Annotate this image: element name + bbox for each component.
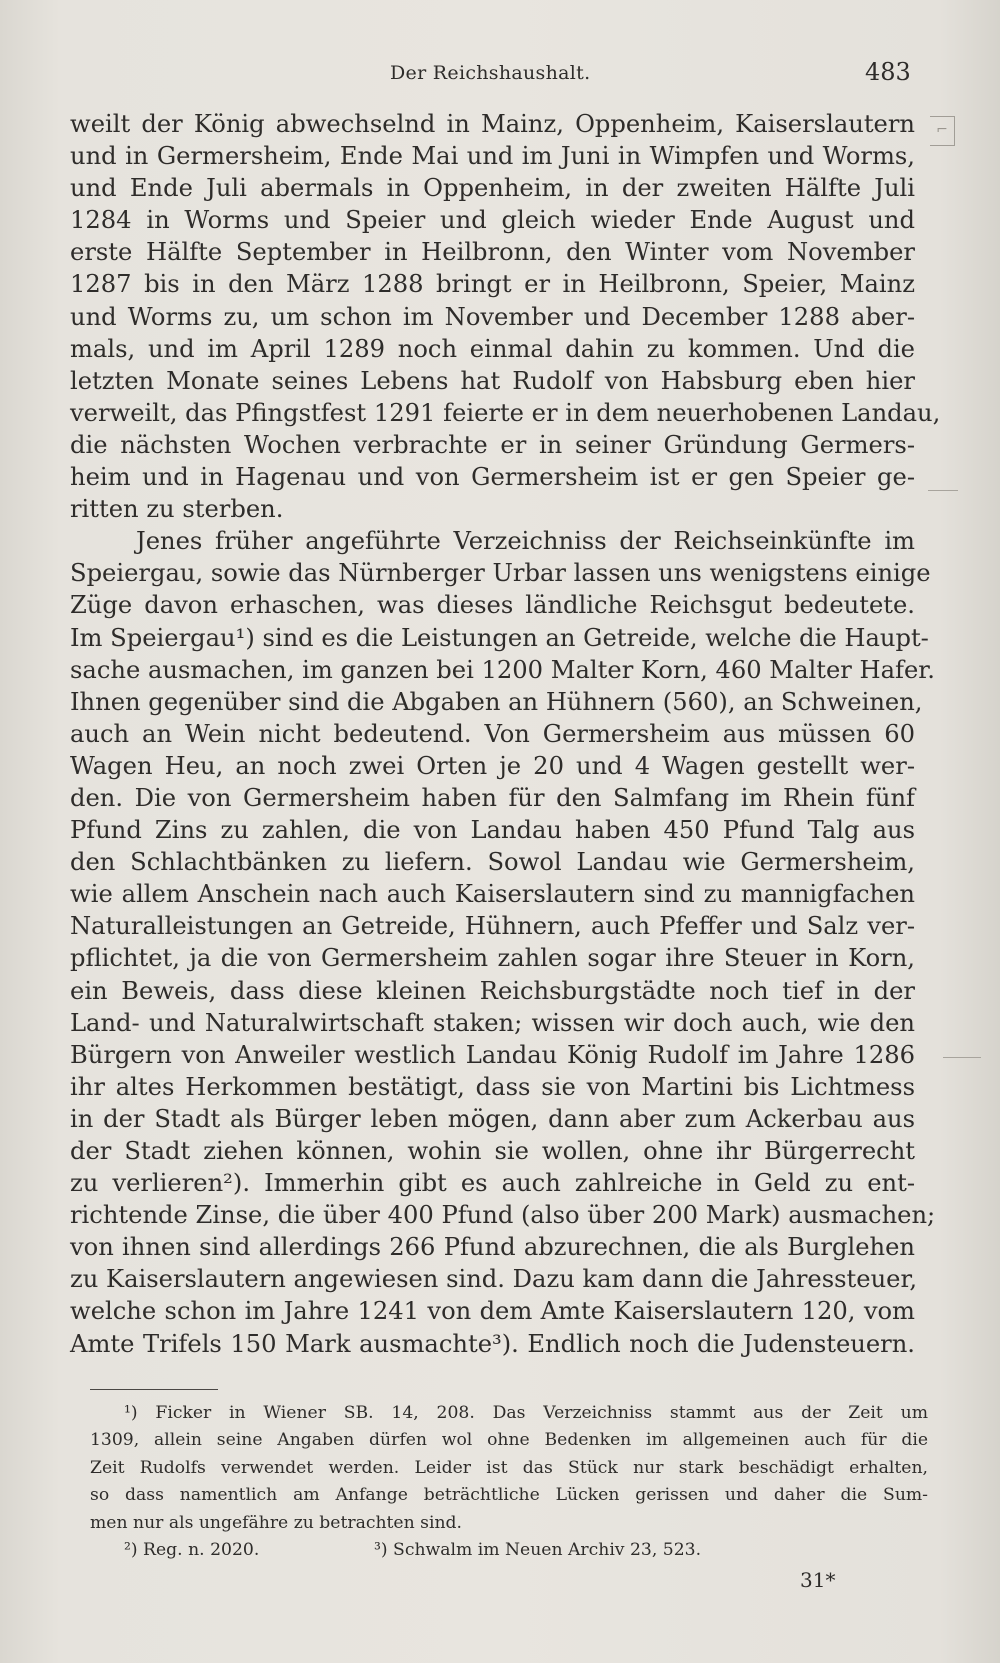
- running-head-title: Der Reichshaushalt.: [390, 62, 591, 84]
- text-line: wie allem Anschein nach auch Kaiserslautern sind zu mannigfachen: [70, 880, 915, 909]
- text-line: die nächsten Wochen verbrachte er in seiner Gründung Germers-: [70, 430, 915, 459]
- text-line: erste Hälfte September in Heilbronn, den Winter vom November: [70, 238, 915, 267]
- text-line: pflichtet, ja die von Germersheim zahlen sogar ihre Steuer in Korn,: [70, 944, 915, 973]
- text-line: verweilt, das Pfingstfest 1291 feierte er in dem neuerhobenen Landau,: [70, 398, 941, 427]
- text-line: und Ende Juli abermals in Oppenheim, in der zweiten Hälfte Juli: [70, 174, 915, 203]
- footnote-1-line: Zeit Rudolfs verwendet werden. Leider ist das Stück nur stark beschädigt erhalten,: [90, 1457, 928, 1478]
- text-line: den Schlachtbänken zu liefern. Sowol Landau wie Germersheim,: [70, 848, 915, 877]
- text-line: den. Die von Germersheim haben für den Salmfang im Rhein fünf: [70, 783, 915, 812]
- text-line: ihr altes Herkommen bestätigt, dass sie von Martini bis Lichtmess: [70, 1072, 915, 1101]
- text-line: auch an Wein nicht bedeutend. Von Germersheim aus müssen 60: [70, 719, 915, 748]
- text-line: Ihnen gegenüber sind die Abgaben an Hühnern (560), an Schweinen,: [70, 687, 923, 716]
- text-line: 1284 in Worms und Speier und gleich wieder Ende August und: [70, 206, 915, 235]
- text-line: Land- und Naturalwirtschaft staken; wissen wir doch auch, wie den: [70, 1008, 915, 1037]
- text-line: Naturalleistungen an Getreide, Hühnern, auch Pfeffer und Salz ver-: [70, 912, 915, 941]
- footnote-2: ²) Reg. n. 2020.: [124, 1539, 260, 1560]
- text-line: und Worms zu, um schon im November und December 1288 aber-: [70, 302, 915, 331]
- text-line-paragraph-start: Jenes früher angeführte Verzeichniss der Reichseinkünfte im: [136, 527, 915, 556]
- footnote-row: [90, 1537, 928, 1564]
- text-line: mals, und im April 1289 noch einmal dahin zu kommen. Und die: [70, 334, 915, 363]
- footnote-1-line: 1309, allein seine Angaben dürfen wol ohne Bedenken im allgemeinen auch für die: [90, 1430, 928, 1451]
- margin-bracket-mark: ⌐: [930, 116, 955, 146]
- text-line: Bürgern von Anweiler westlich Landau König Rudolf im Jahre 1286: [70, 1040, 915, 1069]
- text-line: in der Stadt als Bürger leben mögen, dann aber zum Ackerbau aus: [70, 1104, 915, 1133]
- footnote-separator-rule: [90, 1389, 218, 1390]
- text-line: ein Beweis, dass diese kleinen Reichsburgstädte noch tief in der: [70, 976, 915, 1005]
- text-line: zu Kaiserslautern angewiesen sind. Dazu kam dann die Jahressteuer,: [70, 1265, 918, 1294]
- footnote-1-line: ¹) Ficker in Wiener SB. 14, 208. Das Verzeichniss stammt aus der Zeit um: [124, 1403, 928, 1423]
- text-line: von ihnen sind allerdings 266 Pfund abzurechnen, die als Burglehen: [70, 1233, 915, 1262]
- text-line: Wagen Heu, an noch zwei Orten je 20 und 4 Wagen gestellt wer-: [70, 751, 915, 780]
- text-line: und in Germersheim, Ende Mai und im Juni in Wimpfen und Worms,: [70, 142, 915, 171]
- text-line: ritten zu sterben.: [70, 495, 284, 524]
- text-line: zu verlieren²). Immerhin gibt es auch zahlreiche in Geld zu ent-: [70, 1169, 915, 1198]
- text-line: Speiergau, sowie das Nürnberger Urbar lassen uns wenigstens einige: [70, 559, 931, 588]
- text-line: heim und in Hagenau und von Germersheim ist er gen Speier ge-: [70, 463, 915, 492]
- text-line: 1287 bis in den März 1288 bringt er in Heilbronn, Speier, Mainz: [70, 270, 915, 299]
- footnote-1-line: men nur als ungefähre zu betrachten sind.: [90, 1512, 462, 1533]
- text-line: sache ausmachen, im ganzen bei 1200 Malter Korn, 460 Malter Hafer.: [70, 655, 935, 684]
- text-line: Im Speiergau¹) sind es die Leistungen an Getreide, welche die Haupt-: [70, 623, 929, 652]
- margin-pencil-mark: [943, 1057, 981, 1058]
- text-line: welche schon im Jahre 1241 von dem Amte Kaiserslautern 120, vom: [70, 1297, 915, 1326]
- text-line: Züge davon erhaschen, was dieses ländliche Reichsgut bedeutete.: [70, 591, 915, 620]
- margin-pencil-mark: [928, 490, 958, 491]
- main-text: [70, 108, 941, 1360]
- text-line: Amte Trifels 150 Mark ausmachte³). Endlich noch die Judensteuern.: [70, 1329, 915, 1358]
- footnote-3: ³) Schwalm im Neuen Archiv 23, 523.: [374, 1539, 702, 1560]
- running-head: [0, 58, 1000, 88]
- footnotes: [90, 1400, 928, 1564]
- page-number: 483: [865, 58, 911, 86]
- text-line: richtende Zinse, die über 400 Pfund (also über 200 Mark) ausmachen;: [70, 1201, 936, 1230]
- text-line: letzten Monate seines Lebens hat Rudolf von Habsburg eben hier: [70, 366, 915, 395]
- text-line: weilt der König abwechselnd in Mainz, Oppenheim, Kaiserslautern: [70, 110, 915, 138]
- text-line: der Stadt ziehen können, wohin sie wollen, ohne ihr Bürgerrecht: [70, 1137, 915, 1165]
- text-line: Pfund Zins zu zahlen, die von Landau haben 450 Pfund Talg aus: [70, 816, 915, 845]
- printer-signature-mark: 31*: [800, 1568, 836, 1592]
- footnote-1-line: so dass namentlich am Anfange beträchtliche Lücken gerissen und daher die Sum-: [90, 1485, 928, 1506]
